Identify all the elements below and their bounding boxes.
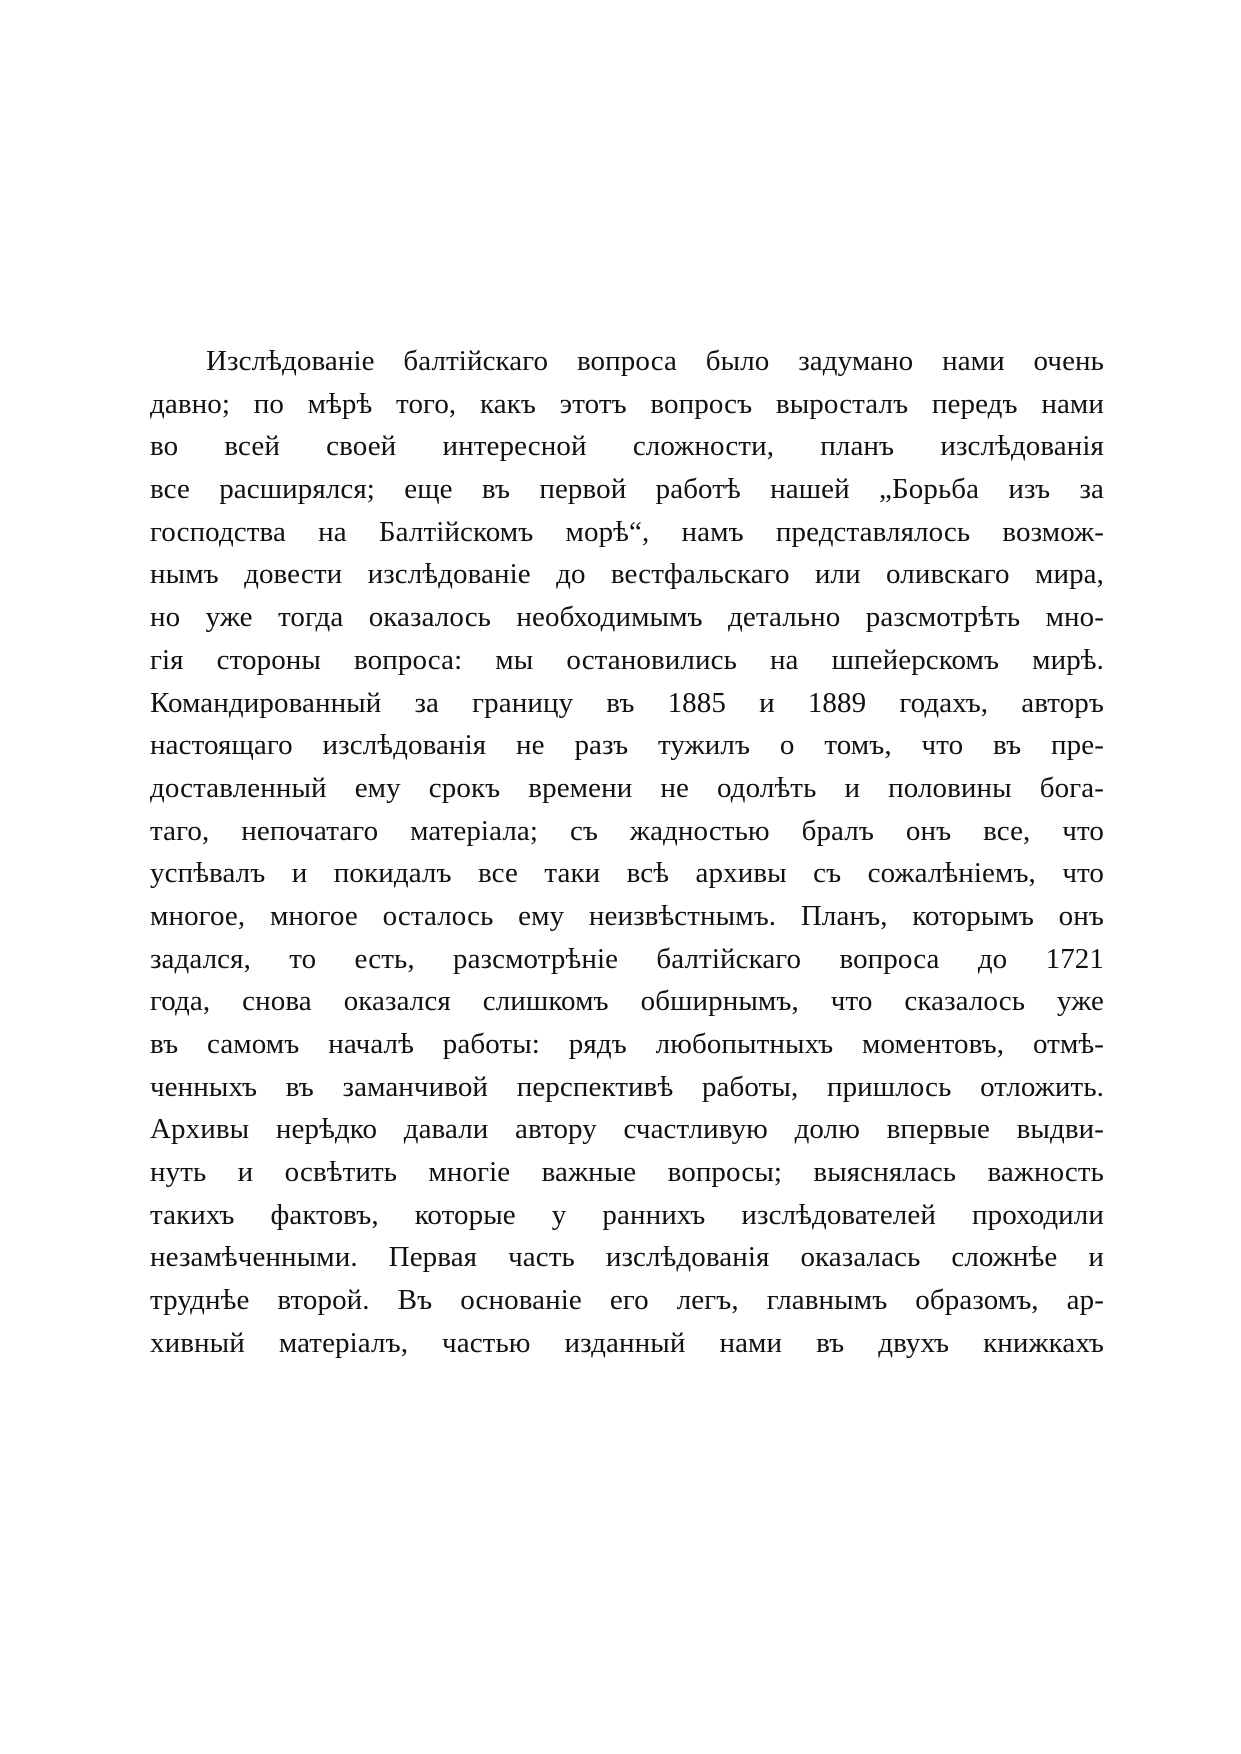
paragraph-line: въ самомъ началѣ работы: рядъ любопытныхъ моментовъ, отмѣ- — [150, 1028, 1104, 1060]
paragraph-line: незамѣченными. Первая часть изслѣдованія оказалась сложнѣе и — [150, 1241, 1104, 1274]
paragraph-line: господства на Балтійскомъ морѣ“, намъ представлялось возмож- — [150, 515, 1104, 548]
paragraph-line: гія стороны вопроса: мы остановились на шпейерскомъ мирѣ. — [150, 643, 1104, 676]
paragraph-line: но уже тогда оказалось необходимымъ детально разсмотрѣть мно- — [150, 601, 1104, 634]
paragraph-line: нуть и освѣтить многіе важные вопросы; выяснялась важность — [150, 1156, 1104, 1189]
paragraph-line: настоящаго изслѣдованія не разъ тужилъ о томъ, что въ пре- — [150, 729, 1104, 762]
paragraph-line: многое, многое осталось ему неизвѣстнымъ. Планъ, которымъ онъ — [150, 899, 1104, 932]
paragraph-line: успѣвалъ и покидалъ все таки всѣ архивы съ сожалѣніемъ, что — [150, 857, 1104, 890]
paragraph-line: задался, то есть, разсмотрѣніе балтійскаго вопроса до 1721 — [150, 942, 1104, 975]
paragraph-line: Командированный за границу въ 1885 и 1889 годахъ, авторъ — [150, 686, 1104, 719]
body-paragraph — [150, 340, 1104, 1365]
paragraph-line: труднѣе второй. Въ основаніе его легъ, главнымъ образомъ, ар- — [150, 1284, 1104, 1317]
paragraph-line: хивный матеріалъ, частью изданный нами въ двухъ книжкахъ — [150, 1326, 1104, 1359]
paragraph-line: все расширялся; еще въ первой работѣ нашей „Борьба изъ за — [150, 473, 1104, 506]
paragraph-line: ченныхъ въ заманчивой перспективѣ работы, пришлось отложить. — [150, 1070, 1104, 1103]
paragraph-line: во всей своей интересной сложности, планъ изслѣдованія — [150, 430, 1104, 463]
paragraph-line: такихъ фактовъ, которые у раннихъ изслѣдователей проходили — [150, 1198, 1104, 1231]
paragraph-line: Архивы нерѣдко давали автору счастливую долю впервые выдви- — [150, 1113, 1104, 1146]
paragraph-line: Изслѣдованіе балтійскаго вопроса было задумано нами очень — [206, 345, 1104, 377]
paragraph-line: доставленный ему срокъ времени не одолѣть и половины бога- — [150, 771, 1104, 804]
paragraph-line: давно; по мѣрѣ того, какъ этотъ вопросъ выросталъ передъ нами — [150, 387, 1104, 420]
paragraph-line: таго, непочатаго матеріала; съ жадностью бралъ онъ все, что — [150, 814, 1104, 847]
paragraph-line: года, снова оказался слишкомъ обширнымъ, что сказалось уже — [150, 985, 1104, 1018]
paragraph-line: нымъ довести изслѣдованіе до вестфальскаго или оливскаго мира, — [150, 558, 1104, 591]
